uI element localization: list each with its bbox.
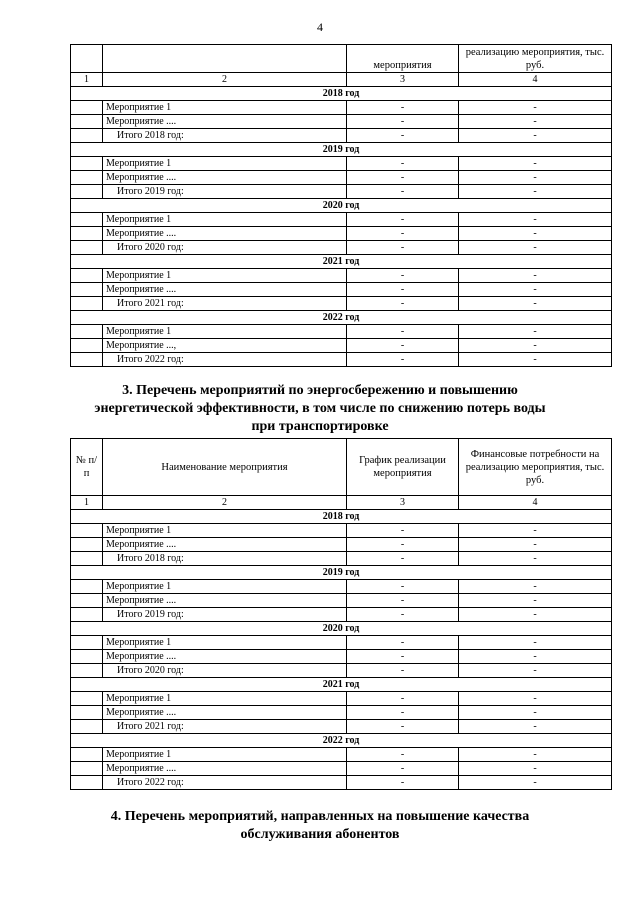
row-number-cell (71, 650, 103, 664)
year-label: 2021 год (71, 678, 612, 692)
measure-name: Мероприятие 1 (103, 101, 347, 115)
measure-name: Мероприятие 1 (103, 748, 347, 762)
year-row (71, 734, 612, 748)
table-row (71, 339, 612, 353)
column-number: 3 (347, 496, 459, 510)
measures-table-2 (70, 438, 612, 790)
column-header (71, 45, 103, 73)
table-header-row (71, 45, 612, 73)
finance-value: - (459, 524, 612, 538)
finance-value: - (459, 171, 612, 185)
schedule-value: - (347, 524, 459, 538)
row-number-cell (71, 608, 103, 622)
year-total-label: Итого 2020 год: (103, 664, 347, 678)
row-number-cell (71, 594, 103, 608)
row-number-cell (71, 748, 103, 762)
table-row (71, 129, 612, 143)
schedule-value: - (347, 325, 459, 339)
column-number: 4 (459, 73, 612, 87)
schedule-value: - (347, 636, 459, 650)
finance-value: - (459, 297, 612, 311)
year-label: 2021 год (71, 255, 612, 269)
row-number-cell (71, 115, 103, 129)
measure-name: Мероприятие 1 (103, 157, 347, 171)
table-row (71, 115, 612, 129)
year-row (71, 143, 612, 157)
schedule-value: - (347, 171, 459, 185)
year-row (71, 510, 612, 524)
finance-value: - (459, 213, 612, 227)
finance-value: - (459, 269, 612, 283)
finance-value: - (459, 748, 612, 762)
finance-value: - (459, 283, 612, 297)
table-row (71, 706, 612, 720)
finance-value: - (459, 339, 612, 353)
table-row (71, 636, 612, 650)
row-number-cell (71, 552, 103, 566)
row-number-cell (71, 580, 103, 594)
finance-value: - (459, 650, 612, 664)
finance-value: - (459, 353, 612, 367)
column-header: Наименование мероприятия (103, 439, 347, 496)
year-row (71, 678, 612, 692)
table-row (71, 720, 612, 734)
row-number-cell (71, 269, 103, 283)
finance-value: - (459, 101, 612, 115)
column-header: мероприятия (347, 45, 459, 73)
row-number-cell (71, 185, 103, 199)
row-number-cell (71, 339, 103, 353)
schedule-value: - (347, 339, 459, 353)
year-label: 2022 год (71, 311, 612, 325)
schedule-value: - (347, 283, 459, 297)
measure-name: Мероприятие .... (103, 650, 347, 664)
year-label: 2018 год (71, 87, 612, 101)
finance-value: - (459, 692, 612, 706)
year-row (71, 566, 612, 580)
schedule-value: - (347, 129, 459, 143)
table-row (71, 692, 612, 706)
column-number: 1 (71, 496, 103, 510)
table-row (71, 650, 612, 664)
measure-name: Мероприятие .... (103, 538, 347, 552)
table-row (71, 213, 612, 227)
table-row (71, 594, 612, 608)
row-number-cell (71, 692, 103, 706)
column-header (103, 45, 347, 73)
column-number: 2 (103, 496, 347, 510)
finance-value: - (459, 664, 612, 678)
table-row (71, 283, 612, 297)
column-header: реализацию мероприятия, тыс. руб. (459, 45, 612, 73)
year-label: 2018 год (71, 510, 612, 524)
column-number: 2 (103, 73, 347, 87)
finance-value: - (459, 538, 612, 552)
schedule-value: - (347, 552, 459, 566)
row-number-cell (71, 720, 103, 734)
row-number-cell (71, 101, 103, 115)
table-row (71, 227, 612, 241)
table-row (71, 776, 612, 790)
table-row (71, 157, 612, 171)
year-total-label: Итого 2019 год: (103, 185, 347, 199)
table-row (71, 608, 612, 622)
table-row (71, 297, 612, 311)
measure-name: Мероприятие 1 (103, 269, 347, 283)
finance-value: - (459, 720, 612, 734)
table-row (71, 353, 612, 367)
year-total-label: Итого 2022 год: (103, 353, 347, 367)
table-row (71, 524, 612, 538)
column-number: 1 (71, 73, 103, 87)
measure-name: Мероприятие 1 (103, 692, 347, 706)
row-number-cell (71, 353, 103, 367)
measure-name: Мероприятие 1 (103, 213, 347, 227)
measure-name: Мероприятие 1 (103, 636, 347, 650)
finance-value: - (459, 776, 612, 790)
table-row (71, 552, 612, 566)
measure-name: Мероприятие .... (103, 227, 347, 241)
schedule-value: - (347, 706, 459, 720)
year-row (71, 311, 612, 325)
table-row (71, 664, 612, 678)
year-label: 2020 год (71, 199, 612, 213)
schedule-value: - (347, 115, 459, 129)
measure-name: Мероприятие .... (103, 706, 347, 720)
row-number-cell (71, 664, 103, 678)
row-number-cell (71, 241, 103, 255)
schedule-value: - (347, 353, 459, 367)
measures-table-1 (70, 44, 612, 367)
column-number-row (71, 496, 612, 510)
year-label: 2019 год (71, 566, 612, 580)
column-header: № п/п (71, 439, 103, 496)
schedule-value: - (347, 594, 459, 608)
column-number-row (71, 73, 612, 87)
year-total-label: Итого 2020 год: (103, 241, 347, 255)
schedule-value: - (347, 101, 459, 115)
year-label: 2019 год (71, 143, 612, 157)
finance-value: - (459, 552, 612, 566)
row-number-cell (71, 706, 103, 720)
row-number-cell (71, 213, 103, 227)
measure-name: Мероприятие 1 (103, 524, 347, 538)
year-row (71, 87, 612, 101)
measure-name: Мероприятие 1 (103, 580, 347, 594)
year-total-label: Итого 2021 год: (103, 297, 347, 311)
year-row (71, 199, 612, 213)
schedule-value: - (347, 748, 459, 762)
column-number: 3 (347, 73, 459, 87)
table-row (71, 269, 612, 283)
year-total-label: Итого 2019 год: (103, 608, 347, 622)
finance-value: - (459, 227, 612, 241)
table-row (71, 762, 612, 776)
finance-value: - (459, 580, 612, 594)
row-number-cell (71, 129, 103, 143)
table-header-row (71, 439, 612, 496)
table-row (71, 580, 612, 594)
finance-value: - (459, 762, 612, 776)
finance-value: - (459, 706, 612, 720)
year-total-label: Итого 2018 год: (103, 552, 347, 566)
row-number-cell (71, 762, 103, 776)
schedule-value: - (347, 538, 459, 552)
schedule-value: - (347, 297, 459, 311)
column-header: Финансовые потребности на реализацию мероприятия, тыс. руб. (459, 439, 612, 496)
schedule-value: - (347, 213, 459, 227)
finance-value: - (459, 157, 612, 171)
finance-value: - (459, 185, 612, 199)
finance-value: - (459, 241, 612, 255)
year-total-label: Итого 2018 год: (103, 129, 347, 143)
row-number-cell (71, 776, 103, 790)
finance-value: - (459, 608, 612, 622)
table-row (71, 101, 612, 115)
schedule-value: - (347, 580, 459, 594)
measure-name: Мероприятие .... (103, 762, 347, 776)
finance-value: - (459, 636, 612, 650)
year-row (71, 622, 612, 636)
year-row (71, 255, 612, 269)
measure-name: Мероприятие .... (103, 283, 347, 297)
table-row (71, 241, 612, 255)
year-label: 2022 год (71, 734, 612, 748)
row-number-cell (71, 283, 103, 297)
row-number-cell (71, 538, 103, 552)
schedule-value: - (347, 692, 459, 706)
year-label: 2020 год (71, 622, 612, 636)
schedule-value: - (347, 241, 459, 255)
finance-value: - (459, 325, 612, 339)
schedule-value: - (347, 650, 459, 664)
schedule-value: - (347, 720, 459, 734)
schedule-value: - (347, 185, 459, 199)
measure-name: Мероприятие .... (103, 594, 347, 608)
schedule-value: - (347, 664, 459, 678)
measure-name: Мероприятие .... (103, 171, 347, 185)
table-row (71, 325, 612, 339)
page-number: 4 (317, 20, 323, 34)
table-row (71, 185, 612, 199)
finance-value: - (459, 129, 612, 143)
measure-name: Мероприятие .... (103, 115, 347, 129)
row-number-cell (71, 636, 103, 650)
schedule-value: - (347, 269, 459, 283)
schedule-value: - (347, 762, 459, 776)
row-number-cell (71, 524, 103, 538)
year-total-label: Итого 2021 год: (103, 720, 347, 734)
table-row (71, 171, 612, 185)
year-total-label: Итого 2022 год: (103, 776, 347, 790)
schedule-value: - (347, 157, 459, 171)
schedule-value: - (347, 227, 459, 241)
row-number-cell (71, 171, 103, 185)
row-number-cell (71, 325, 103, 339)
section-4-title: 4. Перечень мероприятий, направленных на повышение качества обслуживания абонентов (110, 809, 530, 842)
row-number-cell (71, 157, 103, 171)
column-number: 4 (459, 496, 612, 510)
row-number-cell (71, 297, 103, 311)
schedule-value: - (347, 776, 459, 790)
measure-name: Мероприятие ..., (103, 339, 347, 353)
table-row (71, 748, 612, 762)
row-number-cell (71, 227, 103, 241)
measure-name: Мероприятие 1 (103, 325, 347, 339)
finance-value: - (459, 115, 612, 129)
column-header: График реализации мероприятия (347, 439, 459, 496)
section-3-title: 3. Перечень мероприятий по энергосбережению и повышению энергетической эффективности, в том числе по снижению потерь воды при транспортировке (94, 383, 546, 434)
finance-value: - (459, 594, 612, 608)
schedule-value: - (347, 608, 459, 622)
table-row (71, 538, 612, 552)
